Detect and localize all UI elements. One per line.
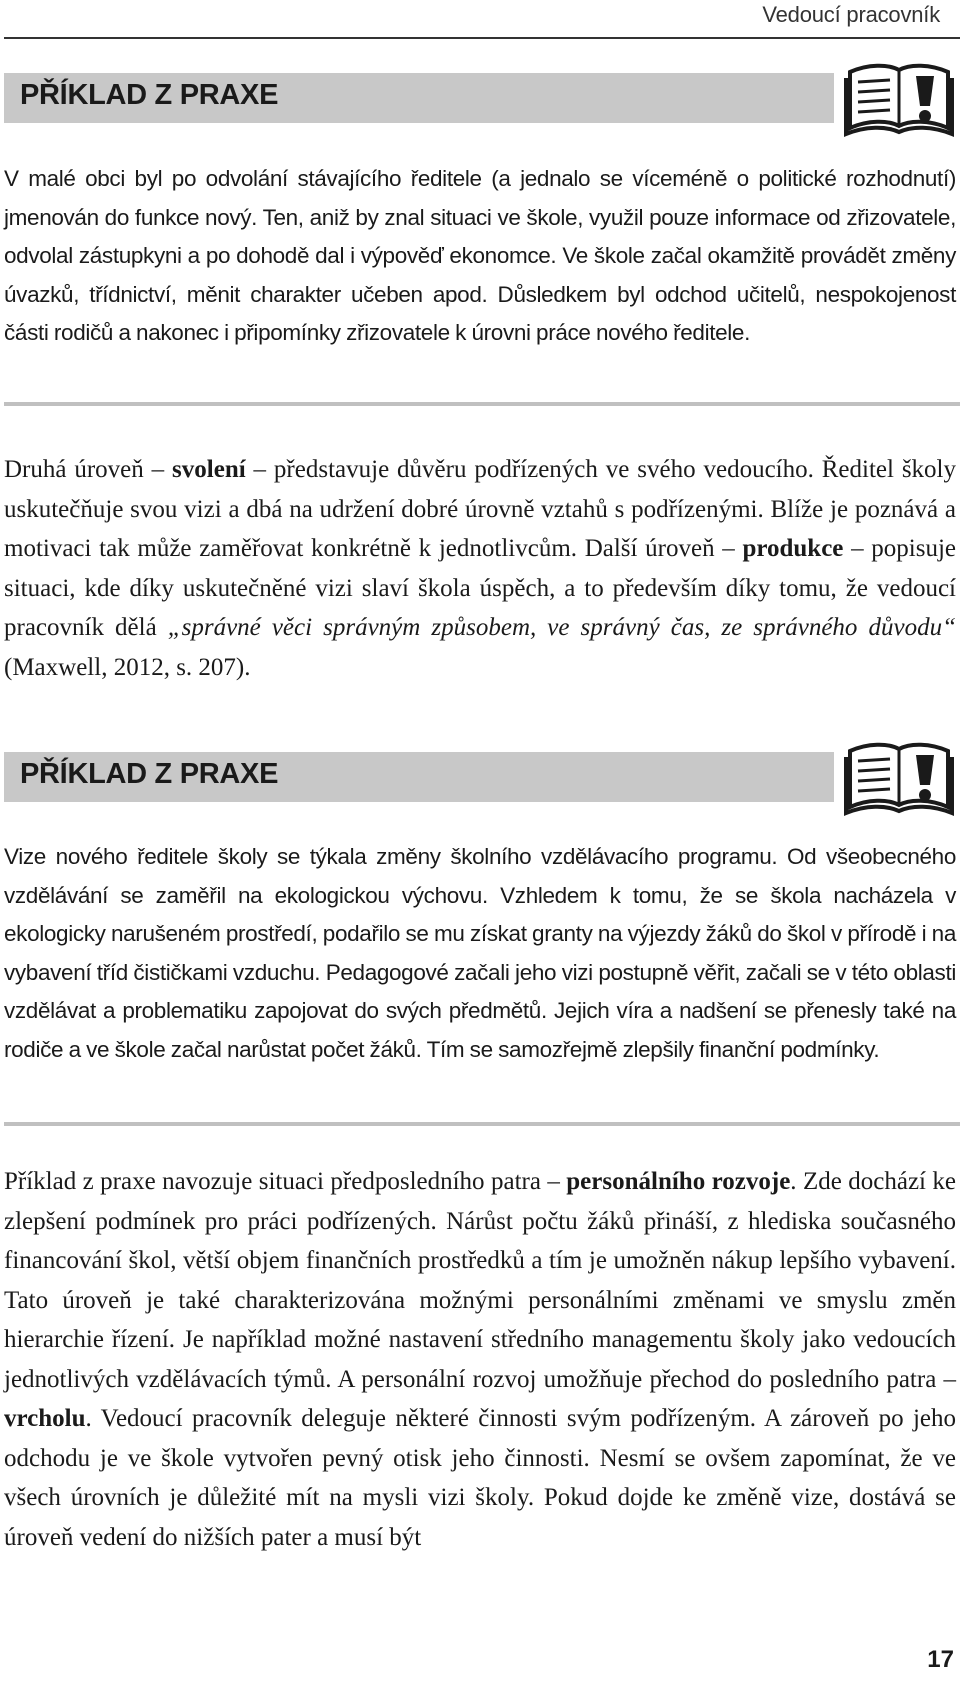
para2-text-1: Příklad z praxe navozuje situaci předposledního patra – <box>4 1168 567 1195</box>
book-exclamation-icon <box>844 735 954 819</box>
quote-maxwell: „správné věci správným způsobem, ve správný čas, ze správného důvodu“ <box>167 614 956 641</box>
para1-text-2: – představuje důvěru podřízených ve svého vedoucího. Ředitel školy uskutečňuje svou vizi a dbá na udržení dobré úrovně vztahů s podřízenými. Blíže je poznává a motivaci tak může zaměřovat konkrétně k jednotlivcům. Další úroveň – <box>4 456 956 562</box>
page-number: 17 <box>927 1646 954 1673</box>
body-paragraph-2 <box>4 1162 956 1557</box>
running-header: Vedoucí pracovník <box>762 2 940 27</box>
para1-text-3: – popisuje situaci, kde díky uskutečněné vizi slaví škola úspěch, a to především díky tomu, že vedoucí pracovník dělá <box>4 535 956 641</box>
para1-citation: (Maxwell, 2012, s. 207). <box>4 653 251 681</box>
para2-text-3: . Vedoucí pracovník deleguje některé činnosti svým podřízeným. A zároveň po jeho odchodu je ve škole vytvořen pevný otisk jeho činnosti. Nesmí se ovšem zapomínat, že ve všech úrovních je důležité mít na mysli vizi školy. Pokud dojde ke změně vize, dostává se úroveň vedení do nižších pater a musí být <box>4 1405 956 1551</box>
para2-text-2: . Zde dochází ke zlepšení podmínek pro práci podřízených. Nárůst počtu žáků přináší, z hlediska současného financování škol, větší objem finančních prostředků a tím je umožněn nákup lepšího vybavení. Tato úroveň je také charakterizována možnými personálními změnami ve smyslu změn hierarchie řízení. Je například možné nastavení středního managementu školy jako vedoucích jednotlivých vzdělávacích týmů. A personální rozvoj umožňuje přechod do posledního patra – <box>4 1168 956 1393</box>
book-exclamation-icon <box>844 56 954 140</box>
example-text-1: V malé obci byl po odvolání stávajícího ředitele (a jednalo se víceméně o politické rozhodnutí) jmenován do funkce nový. Ten, aniž by znal situaci ve škole, využil pouze informace od zřizovatele, odvolal zástupkyni a po dohodě dal i výpověď ekonomce. Ve škole začal okamžitě provádět změny úvazků, třídnictví, měnit charakter učeben apod. Důsledkem byl odchod učitelů, nespokojenost části rodičů a nakonec i připomínky zřizovatele k úrovni práce nového ředitele. <box>4 166 956 345</box>
term-produkce: produkce <box>742 535 844 562</box>
term-vrchol: vrcholu <box>4 1405 86 1432</box>
para1-text-1: Druhá úroveň – <box>4 456 173 483</box>
section-divider <box>4 402 960 406</box>
example-text-2: Vize nového ředitele školy se týkala změny školního vzdělávacího programu. Od všeobecného vzdělávání se zaměřil na ekologickou výchovu. Vzhledem k tomu, že se škola nacházela v ekologicky narušeném prostředí, podařilo se mu získat granty na výjezdy žáků do škol v přírodě i na vybavení tříd čističkami vzduchu. Pedagogové začali jeho vizi postupně věřit, začali se v této oblasti vzdělávat a problematiku zapojovat do svých předmětů. Jejich víra a nadšení se přenesly také na rodiče a ve škole začal narůstat počet žáků. Tím se samozřejmě zlepšily finanční podmínky. <box>4 844 956 1062</box>
example-box-label-1: PŘÍKLAD Z PRAXE <box>20 79 279 111</box>
body-paragraph-1 <box>4 450 956 687</box>
section-divider <box>4 1122 960 1126</box>
header-rule <box>4 37 960 39</box>
example-box-label-2: PŘÍKLAD Z PRAXE <box>20 758 279 790</box>
term-svoleni: svolení <box>172 456 246 483</box>
term-personalni-rozvoj: personálního rozvoje <box>566 1168 791 1195</box>
